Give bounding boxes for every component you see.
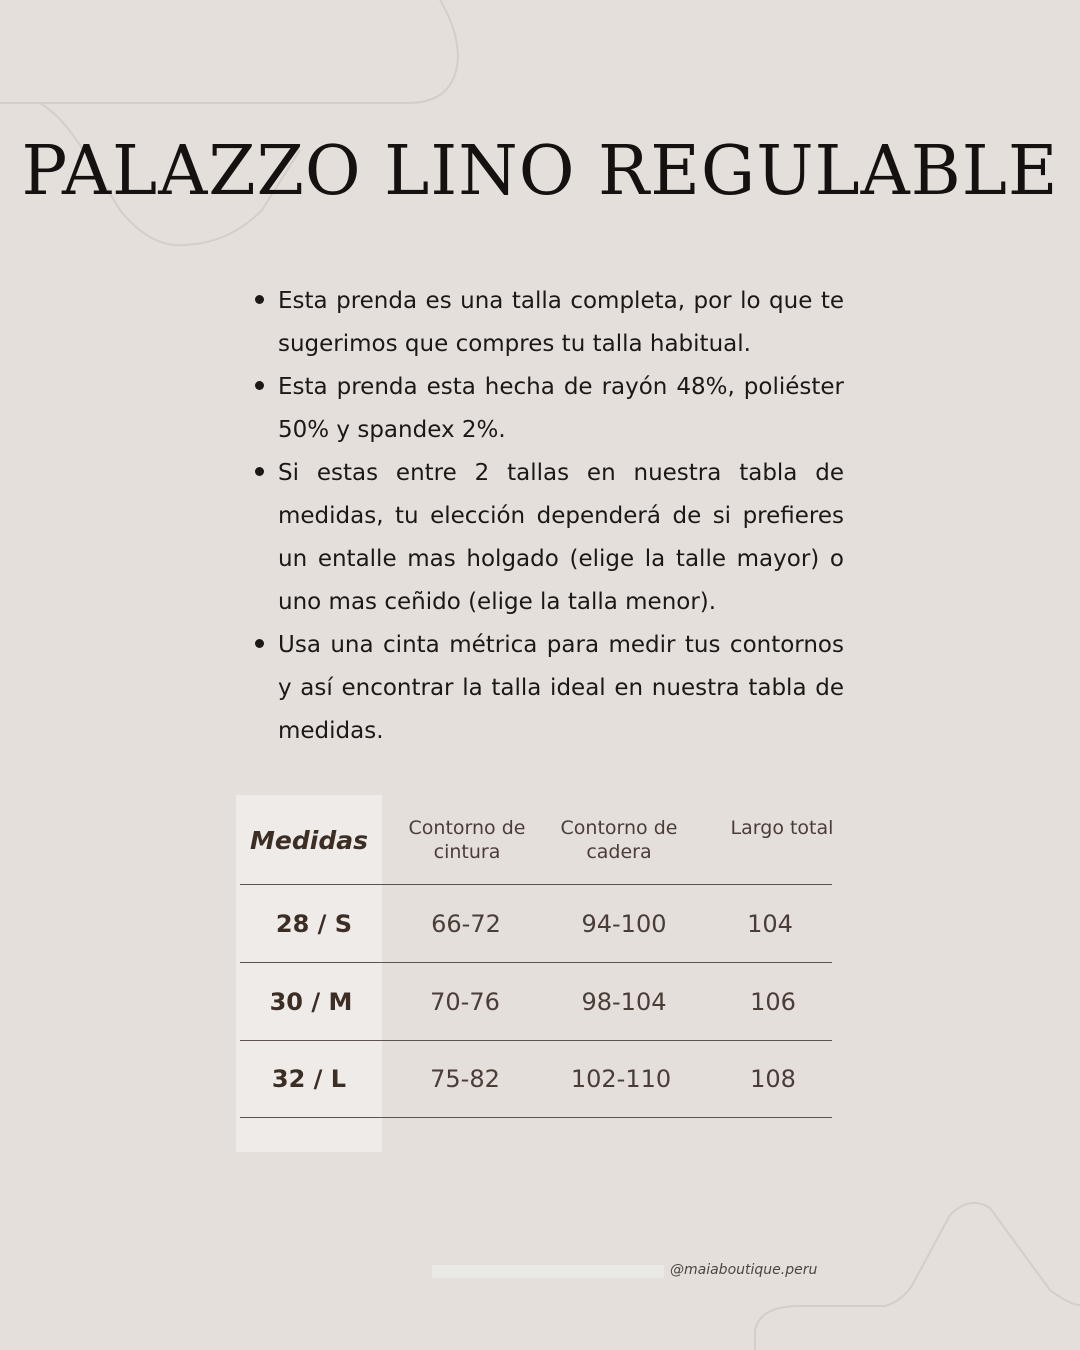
bullet-text: Si estas entre 2 tallas en nuestra tabla de medidas, tu elección dependerá de si prefieres un entalle mas holgado (elige la talle mayor) o uno mas ceñido (elige la talla menor). bbox=[278, 460, 844, 615]
bullet-dot bbox=[255, 295, 264, 304]
table-cell: 106 bbox=[750, 987, 796, 1016]
table-header-length: Largo total bbox=[730, 817, 834, 839]
table-size-label: 30 / M bbox=[269, 987, 353, 1016]
bullet-text: Esta prenda es una talla completa, por lo que te sugerimos que compres tu talla habitual. bbox=[278, 288, 844, 357]
table-divider bbox=[240, 1117, 832, 1118]
info-bullet-list bbox=[250, 280, 844, 753]
table-cell: 102-110 bbox=[570, 1064, 672, 1093]
table-cell: 98-104 bbox=[581, 987, 667, 1016]
table-cell: 66-72 bbox=[431, 909, 501, 938]
table-cell: 94-100 bbox=[581, 909, 667, 938]
table-cell: 75-82 bbox=[430, 1064, 500, 1093]
table-header-medidas: Medidas bbox=[250, 825, 368, 855]
table-header-hip: Contorno de cadera bbox=[560, 817, 678, 863]
list-item bbox=[250, 452, 844, 624]
bullet-dot bbox=[255, 381, 264, 390]
size-table bbox=[236, 795, 836, 1155]
instagram-handle: @maiaboutique.peru bbox=[670, 1262, 818, 1278]
footer-bar bbox=[432, 1265, 664, 1278]
table-size-label: 28 / S bbox=[275, 909, 353, 938]
bullet-dot bbox=[255, 467, 264, 476]
table-header-waist: Contorno de cintura bbox=[408, 817, 526, 863]
table-cell: 104 bbox=[747, 909, 793, 938]
list-item bbox=[250, 366, 844, 452]
bullet-dot bbox=[255, 639, 264, 648]
bullet-text: Esta prenda esta hecha de rayón 48%, poliéster 50% y spandex 2%. bbox=[278, 374, 844, 443]
bullet-text: Usa una cinta métrica para medir tus contornos y así encontrar la talla ideal en nuestra tabla de medidas. bbox=[278, 632, 844, 744]
table-cell: 70-76 bbox=[430, 987, 500, 1016]
list-item bbox=[250, 280, 844, 366]
list-item bbox=[250, 624, 844, 753]
page-title: PALAZZO LINO REGULABLE bbox=[21, 132, 1059, 211]
table-cell: 108 bbox=[750, 1064, 796, 1093]
table-size-label: 32 / L bbox=[271, 1064, 347, 1093]
